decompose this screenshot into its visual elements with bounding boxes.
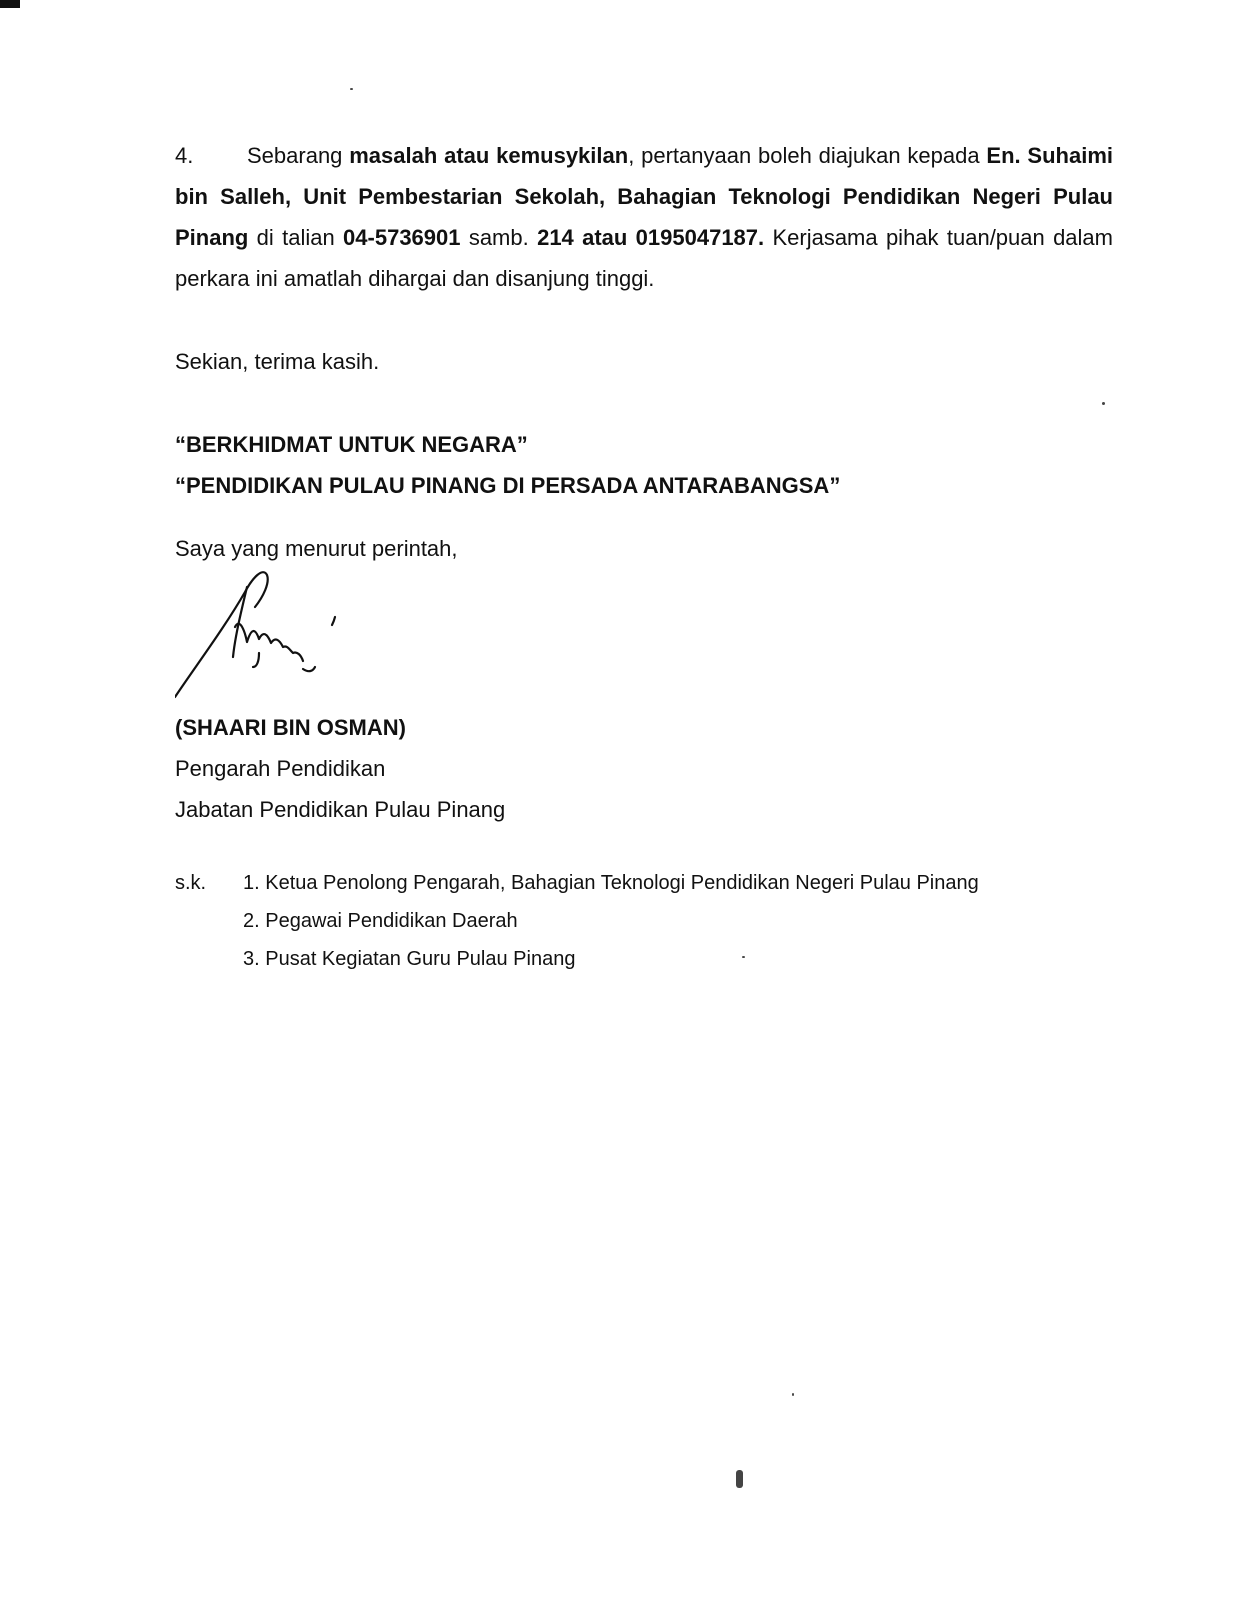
carbon-copy — [175, 864, 1113, 978]
letter-page — [175, 135, 1113, 978]
signer-department: Jabatan Pendidikan Pulau Pinang — [175, 797, 506, 822]
extension-number: 214 atau 0195047187. — [537, 225, 765, 250]
scan-speck — [1102, 402, 1105, 405]
phone-number: 04-5736901 — [343, 225, 461, 250]
motto — [175, 424, 1113, 506]
paragraph-text-4: samb. — [460, 225, 538, 250]
order-line: Saya yang menurut perintah, — [175, 536, 458, 561]
paragraph-4 — [175, 135, 1113, 299]
paragraph-text-5: Kerjasama pihak tuan/puan dalam perkara ini amatlah dihargai dan disanjung tinggi. — [175, 225, 1113, 291]
cc-item: 2. Pegawai Pendidikan Daerah — [243, 910, 518, 932]
paragraph-bold-1: masalah atau kemusykilan — [349, 143, 629, 168]
paragraph-text-1: Sebarang — [247, 143, 350, 168]
contact-person: En. Suhaimi bin Salleh, Unit Pembestarian Sekolah, Bahagian Teknologi Pendidikan Negeri Pulau Pinang — [175, 143, 1113, 250]
cc-label: s.k. — [175, 872, 207, 894]
closing-line: Sekian, terima kasih. — [175, 349, 380, 374]
motto-line-1: “BERKHIDMAT UNTUK NEGARA” — [175, 432, 528, 457]
cc-list — [243, 864, 979, 978]
motto-line-2: “PENDIDIKAN PULAU PINANG DI PERSADA ANTARABANGSA” — [175, 473, 841, 498]
scan-speck — [350, 88, 353, 90]
scan-corner-mark — [0, 0, 20, 8]
paragraph-number: 4. — [175, 143, 194, 168]
signer-title: Pengarah Pendidikan — [175, 756, 386, 781]
signature-image — [175, 557, 375, 707]
scan-speck — [792, 1393, 794, 1396]
cc-item: 3. Pusat Kegiatan Guru Pulau Pinang — [243, 948, 576, 970]
cc-item: 1. Ketua Penolong Pengarah, Bahagian Teknologi Pendidikan Negeri Pulau Pinang — [243, 872, 979, 894]
scan-speck — [736, 1470, 743, 1488]
signature-area — [175, 569, 1113, 707]
signer-name: (SHAARI BIN OSMAN) — [175, 715, 406, 740]
signer-block — [175, 707, 1113, 830]
scan-speck — [742, 956, 745, 958]
paragraph-text-2: , pertanyaan boleh diajukan kepada — [628, 143, 987, 168]
paragraph-text-3: di talian — [248, 225, 344, 250]
